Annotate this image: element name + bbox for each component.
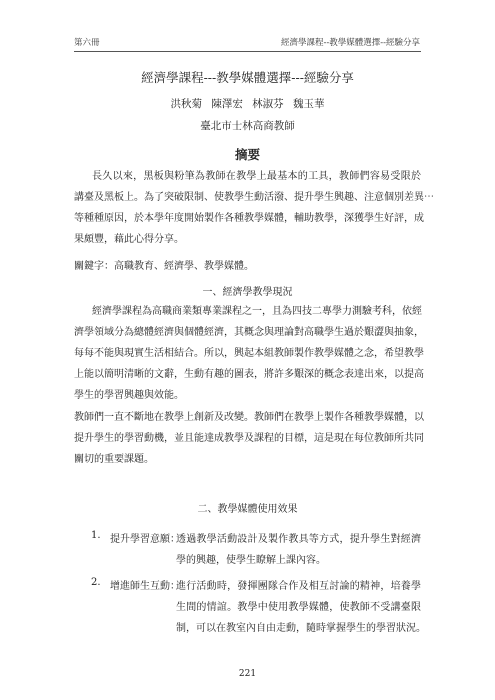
body-line [74, 369, 424, 381]
list-item-line-text: 生間的情誼。教學中使用教學媒體，使教師不受講臺限 [176, 602, 421, 613]
running-header-left: 第六冊 [74, 38, 100, 48]
author-name: 洪秋菊 [170, 98, 202, 110]
list-item-label: 增進師生互動： [110, 581, 180, 592]
list-item-line [176, 577, 421, 592]
running-header-right: 經濟學課程--教學媒體選擇--經驗分享 [281, 38, 420, 48]
list-item-number: 1. [91, 530, 101, 541]
list-item-line [176, 530, 421, 545]
abstract-line-text: 等種種原因，於本學年度開始製作各種教學媒體，輔助教學，深獲學生好評，成 [74, 213, 424, 224]
abstract-line [92, 171, 421, 183]
affiliation: 臺北市士林高商教師 [200, 120, 295, 132]
list-item-label: 提升學習意願： [110, 534, 180, 545]
body-line-text: 教師們一直不斷地在教學上創新及改變。教師們在教學上製作各種教學媒體，以 [74, 412, 424, 423]
body-line-text: 上能以簡明清晰的文辭，生動有趣的圖表，將許多艱深的概念表達出來，以提高 [74, 369, 424, 380]
author-name: 林淑芬 [252, 98, 284, 110]
abstract-line: 果頗豐，藉此心得分享。 [74, 234, 184, 245]
body-line-text: 提升學生的學習動機，並且能達成教學及課程的目標，這是現在每位教師所共同 [74, 433, 424, 444]
body-line [74, 433, 424, 445]
body-line-text: 濟學領域分為總體經濟與個體經濟，其概念與理論對高職學生過於艱澀與抽象， [74, 327, 424, 338]
body-line [74, 348, 424, 360]
header-rule [74, 51, 421, 52]
section-heading: 二、教學媒體使用效果 [197, 504, 298, 515]
body-line-text: 每每不能與現實生活相結合。所以，興起本組教師製作教學媒體之念，希望教學 [74, 348, 424, 359]
abstract-line [74, 192, 434, 204]
list-item-line: 制，可以在教室內自由走動，隨時掌握學生的學習狀況。 [176, 623, 426, 634]
body-line: 學生的學習興趣與效能。 [74, 390, 184, 401]
list-item-line-text: 透過教學活動設計及製作教具等方式，提升學生對經濟 [176, 534, 421, 545]
list-item-line [176, 598, 421, 613]
list-item-number: 2. [91, 577, 101, 588]
body-line-text: 經濟學課程為高職商業類專業課程之一，且為四技二專學力測驗考科，依經 [92, 306, 422, 317]
body-line [92, 306, 421, 318]
abstract-line [74, 213, 424, 225]
author-name: 魏玉華 [293, 98, 325, 110]
list-item-line-text: 進行活動時，發揮團隊合作及相互討論的精神，培養學 [176, 581, 421, 592]
keywords: 關鍵字：高職教育、經濟學、教學媒體。 [74, 261, 254, 272]
abstract-line-text: 講臺及黑板上。為了突破限制、使教學生動活潑、提升學生興趣、注意個別差異⋯ [74, 192, 434, 203]
author-list [0, 96, 495, 111]
paper-title: 經濟學課程---教學媒體選擇---經驗分享 [141, 70, 354, 85]
body-line [74, 327, 424, 339]
section-heading: 一、經濟學教學現況 [202, 287, 293, 298]
abstract-line-text: 長久以來，黑板與粉筆為教師在教學上最基本的工具，教師們容易受限於 [92, 171, 421, 182]
list-item-line: 學的興趣，使學生瞭解上課內容。 [176, 555, 326, 566]
body-line [74, 412, 424, 424]
author-name: 陳澤宏 [211, 98, 243, 110]
abstract-heading: 摘要 [234, 147, 260, 162]
body-line: 關切的重要課題。 [74, 454, 154, 465]
page-number: 221 [238, 669, 257, 679]
